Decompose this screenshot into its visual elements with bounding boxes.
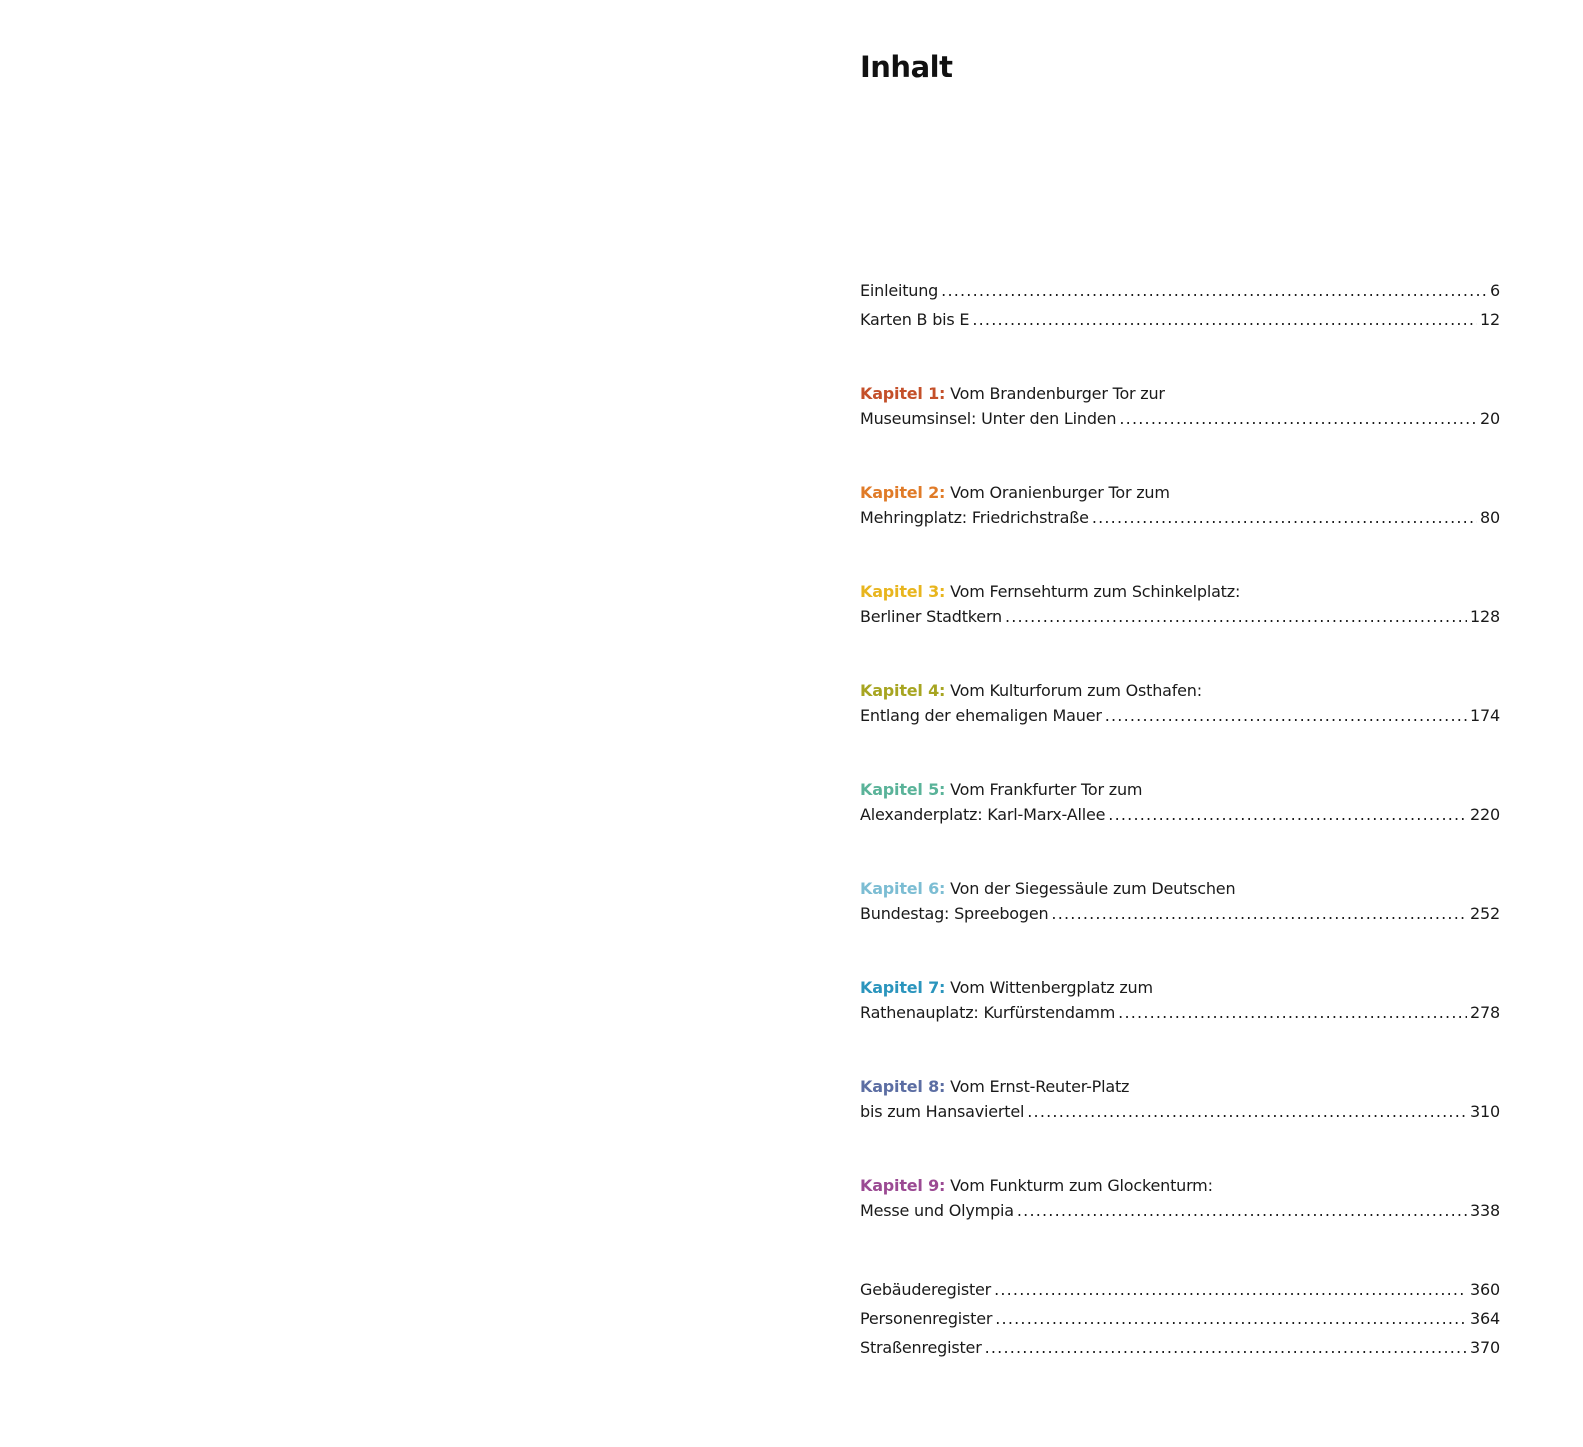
toc-page-number: 12 (1480, 310, 1500, 329)
leader-dots (1105, 705, 1467, 727)
chapter-title: Vom Fernsehturm zum Schinkelplatz: (950, 582, 1241, 601)
chapter-subtitle: bis zum Hansaviertel (860, 1102, 1025, 1121)
leader-dots (985, 1337, 1467, 1359)
leader-dots (1051, 903, 1467, 925)
chapter-label: Kapitel 4: (860, 681, 946, 700)
chapter-heading-7[interactable] (860, 977, 1153, 999)
toc-entry-text: Einleitung (860, 281, 939, 300)
toc-page-number: 310 (1470, 1102, 1500, 1121)
toc-entry-einleitung[interactable] (860, 280, 1500, 302)
chapter-subtitle: Museumsinsel: Unter den Linden (860, 409, 1117, 428)
chapter-heading-9[interactable] (860, 1175, 1213, 1197)
chapter-entry-6[interactable] (860, 903, 1500, 925)
chapter-title: Vom Funkturm zum Glockenturm: (950, 1176, 1213, 1195)
chapter-heading-2[interactable] (860, 482, 1170, 504)
blank-left-page (0, 0, 790, 1447)
leader-dots (1119, 408, 1477, 430)
toc-page (860, 0, 1500, 1447)
toc-entry-text: Personenregister (860, 1309, 993, 1328)
chapter-label: Kapitel 5: (860, 780, 946, 799)
leader-dots (1005, 606, 1467, 628)
toc-entry-karten[interactable] (860, 309, 1500, 331)
toc-page-number: 174 (1470, 706, 1500, 725)
chapter-entry-8[interactable] (860, 1101, 1500, 1123)
chapter-entry-1[interactable] (860, 408, 1500, 430)
chapter-subtitle: Rathenauplatz: Kurfürstendamm (860, 1003, 1116, 1022)
toc-page-number: 220 (1470, 805, 1500, 824)
leader-dots (972, 309, 1477, 331)
chapter-subtitle: Entlang der ehemaligen Mauer (860, 706, 1102, 725)
leader-dots (1092, 507, 1477, 529)
chapter-heading-8[interactable] (860, 1076, 1129, 1098)
chapter-title: Vom Oranienburger Tor zum (950, 483, 1170, 502)
chapter-label: Kapitel 9: (860, 1176, 946, 1195)
chapter-label: Kapitel 3: (860, 582, 946, 601)
chapter-title: Vom Ernst-Reuter-Platz (950, 1077, 1130, 1096)
toc-page-number: 364 (1470, 1309, 1500, 1328)
chapter-heading-5[interactable] (860, 779, 1142, 801)
chapter-subtitle: Messe und Olympia (860, 1201, 1014, 1220)
toc-page-number: 6 (1490, 281, 1500, 300)
leader-dots (994, 1279, 1467, 1301)
toc-entry-text: Straßenregister (860, 1338, 982, 1357)
toc-entry-personenregister[interactable] (860, 1308, 1500, 1330)
toc-entry-text: Gebäuderegister (860, 1280, 992, 1299)
chapter-title: Von der Siegessäule zum Deutschen (950, 879, 1236, 898)
toc-page-number: 370 (1470, 1338, 1500, 1357)
chapter-subtitle: Berliner Stadtkern (860, 607, 1002, 626)
chapter-label: Kapitel 2: (860, 483, 946, 502)
chapter-title: Vom Frankfurter Tor zum (950, 780, 1143, 799)
chapter-entry-4[interactable] (860, 705, 1500, 727)
toc-page-number: 128 (1470, 607, 1500, 626)
chapter-label: Kapitel 6: (860, 879, 946, 898)
leader-dots (941, 280, 1487, 302)
chapter-title: Vom Brandenburger Tor zur (950, 384, 1165, 403)
chapter-subtitle: Bundestag: Spreebogen (860, 904, 1049, 923)
chapter-subtitle: Alexanderplatz: Karl-Marx-Allee (860, 805, 1106, 824)
toc-page-number: 252 (1470, 904, 1500, 923)
toc-entry-strassenregister[interactable] (860, 1337, 1500, 1359)
leader-dots (1108, 804, 1467, 826)
chapter-title: Vom Wittenbergplatz zum (950, 978, 1153, 997)
chapter-subtitle: Mehringplatz: Friedrichstraße (860, 508, 1089, 527)
toc-page-number: 360 (1470, 1280, 1500, 1299)
leader-dots (1118, 1002, 1467, 1024)
toc-page-number: 338 (1470, 1201, 1500, 1220)
chapter-heading-6[interactable] (860, 878, 1235, 900)
chapter-label: Kapitel 8: (860, 1077, 946, 1096)
chapter-entry-7[interactable] (860, 1002, 1500, 1024)
toc-page-number: 80 (1480, 508, 1500, 527)
chapter-label: Kapitel 7: (860, 978, 946, 997)
chapter-entry-5[interactable] (860, 804, 1500, 826)
leader-dots (1027, 1101, 1467, 1123)
page-title: Inhalt (860, 50, 953, 84)
chapter-heading-3[interactable] (860, 581, 1240, 603)
toc-entry-text: Karten B bis E (860, 310, 970, 329)
leader-dots (995, 1308, 1467, 1330)
chapter-title: Vom Kulturforum zum Osthafen: (950, 681, 1202, 700)
toc-page-number: 20 (1480, 409, 1500, 428)
chapter-label: Kapitel 1: (860, 384, 946, 403)
chapter-entry-9[interactable] (860, 1200, 1500, 1222)
chapter-heading-4[interactable] (860, 680, 1202, 702)
chapter-entry-2[interactable] (860, 507, 1500, 529)
toc-page-number: 278 (1470, 1003, 1500, 1022)
leader-dots (1017, 1200, 1467, 1222)
toc-entry-gebaeuderegister[interactable] (860, 1279, 1500, 1301)
chapter-entry-3[interactable] (860, 606, 1500, 628)
chapter-heading-1[interactable] (860, 383, 1165, 405)
